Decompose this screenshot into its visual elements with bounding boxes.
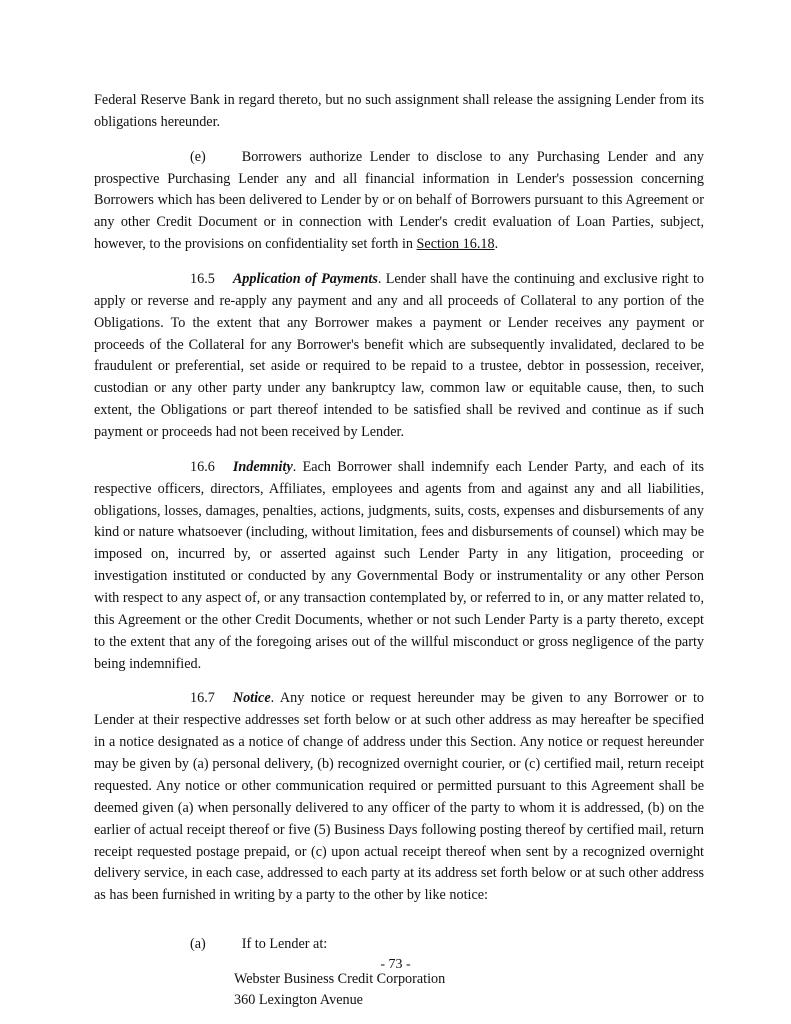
section-number-16-7: 16.7 [190, 690, 215, 707]
section-number-16-5: 16.5 [190, 271, 215, 288]
lender-address-line-1: Webster Business Credit Corporation [234, 970, 446, 987]
lender-notice-intro: If to Lender at: [241, 936, 328, 953]
section-body-16-6: . Each Borrower shall indemnify each Lender Party, and each of its respective officers, directors, Affiliates, employees and agents from and against any and all liabilities, obligations, losses, damages, penalties, actions, judgments, suits, costs, expenses and disbursements of any kind or nature whatsoever (including, without limitation, fees and disbursements of counsel) which may be imposed on, incurred by, or asserted against such Lender Party in any litigation, proceeding or investigation instituted or conducted by any Governmental Body or instrumentality or any other Person with respect to any aspect of, or any transaction contemplated by, or referred to in, or any matter related to, this Agreement or the other Credit Documents, whether or not such Lender Party is a party thereto, except to the extent that any of the foregoing arises out of the willful misconduct or gross negligence of the party being indemnified. [94, 458, 704, 672]
spacer [94, 920, 704, 934]
document-body [94, 90, 704, 1010]
section-16-6 [94, 457, 704, 676]
lender-notice-item [94, 934, 704, 956]
section-heading-16-6: Indemnity [232, 458, 293, 475]
section-16-7 [94, 688, 704, 907]
section-number-16-6: 16.6 [190, 458, 215, 475]
section-16-18-reference[interactable]: Section 16.18 [416, 236, 495, 253]
subsection-e-text-end: . [494, 236, 499, 253]
page-number: - 73 - [380, 957, 411, 972]
subsection-e-text: Borrowers authorize Lender to disclose to any Purchasing Lender and any prospective Purchasing Lender any and all financial information in Lender's possession concerning Borrowers which has been delivered to Lender by or on behalf of Borrowers pursuant to this Agreement or any other Credit Document or in connection with Lender's credit evaluation of Loan Parties, subject, however, to the provisions on confidentiality set forth in [94, 148, 704, 253]
section-body-16-7: . Any notice or request hereunder may be given to any Borrower or to Lender at their respective addresses set forth below or at such other address as may hereafter be specified in a notice designated as a notice of change of address under this Section. Any notice or request hereunder may be given by (a) personal delivery, (b) recognized overnight courier, or (c) certified mail, return receipt requested. Any notice or other communication required or permitted pursuant to this Agreement shall be deemed given (a) when personally delivered to any officer of the party to whom it is addressed, (b) on the earlier of actual receipt thereof or five (5) Business Days following posting thereof by certified mail, return receipt requested postage prepaid, or (c) upon actual receipt thereof when sent by a recognized overnight delivery service, in each case, addressed to each party at its address set forth below or at such other address as has been furnished in writing by a party to the other by like notice: [94, 690, 704, 904]
lender-address-line-2: 360 Lexington Avenue [234, 991, 363, 1008]
section-heading-16-7: Notice [232, 690, 271, 707]
subsection-label-e: (e) [190, 148, 206, 165]
lender-address [94, 969, 704, 1010]
paragraph-continuation: Federal Reserve Bank in regard thereto, but no such assignment shall release the assigning Lender from its obligations hereunder. [94, 92, 704, 130]
section-16-5 [94, 269, 704, 444]
section-body-16-5: . Lender shall have the continuing and exclusive right to apply or reverse and re-apply any payment and any and all proceeds of Collateral to any portion of the Obligations. To the extent that any Borrower makes a payment or Lender receives any payment or proceeds of the Collateral for any Borrower's benefit which are subsequently invalidated, declared to be fraudulent or preferential, set aside or required to be repaid to a trustee, debtor in possession, receiver, custodian or any other party under any bankruptcy law, common law or equitable cause, then, to such extent, the Obligations or part thereof intended to be satisfied shall be revived and continue as if such payment or proceeds had not been received by Lender. [94, 271, 704, 441]
section-heading-16-5: Application of Payments [232, 271, 378, 288]
paragraph-subsection-e [94, 147, 704, 256]
lender-notice-label: (a) [190, 936, 206, 953]
